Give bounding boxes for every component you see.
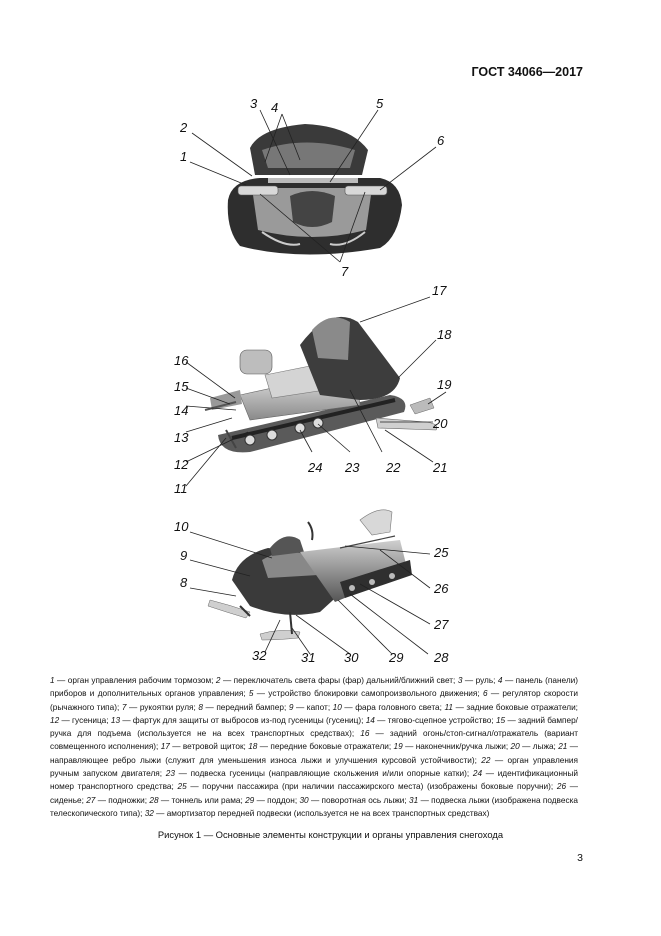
callout-label: 18 — [437, 327, 452, 342]
standard-designation: ГОСТ 34066—2017 — [471, 65, 583, 79]
legend-text: — фара головного света; — [341, 702, 445, 712]
legend-text: — фартук для защиты от выбросов из-под гусеницы (гусениц); — [120, 715, 366, 725]
legend-number: 4 — [497, 676, 503, 685]
legend-number: 11 — [444, 702, 454, 712]
legend-number: 26 — [556, 782, 567, 792]
callout-label: 22 — [386, 460, 401, 475]
callout-label: 24 — [308, 460, 323, 475]
callout-label: 14 — [174, 403, 189, 418]
callout-label: 2 — [180, 120, 188, 135]
page-number: 3 — [577, 852, 583, 864]
callout-label: 5 — [376, 96, 384, 111]
legend-number: 21 — [558, 742, 568, 752]
legend-text: — поручни пассажира (при наличии пассажирского места) (изображены боковые поручни); — [186, 782, 557, 792]
view-front-quarter — [208, 510, 412, 640]
legend-number: 13 — [110, 715, 121, 725]
figure-title: Рисунок 1 — Основные элементы конструкции и органы управления снегохода — [157, 829, 504, 840]
legend-number: 10 — [332, 702, 342, 712]
view-side — [205, 317, 437, 452]
callout-label: 31 — [301, 650, 316, 665]
callout-label: 16 — [174, 353, 189, 368]
legend-number: 5 — [248, 689, 254, 699]
legend-number: 30 — [299, 795, 309, 805]
legend-number: 25 — [177, 782, 187, 792]
legend-number: 29 — [245, 795, 255, 805]
callout-label: 7 — [341, 264, 349, 279]
legend-number: 24 — [472, 769, 483, 779]
callout-label: 11 — [174, 481, 188, 496]
legend-text: — орган управления рабочим тормозом; — [54, 676, 216, 685]
callout-label: 21 — [433, 460, 448, 475]
legend-text: — тоннель или рама; — [158, 795, 246, 805]
legend-text: — регулятор скорости (рычажного типа); — [50, 689, 578, 712]
legend-number: 28 — [149, 795, 159, 805]
legend-number: 23 — [165, 769, 175, 779]
callout-label: 19 — [437, 377, 452, 392]
legend-number: 6 — [482, 689, 488, 699]
legend-text: — сиденье; — [50, 782, 578, 805]
legend-text: — ветровой щиток; — [169, 742, 249, 752]
legend-text: — тягово-сцепное устройство; — [374, 715, 496, 725]
legend-number: 14 — [365, 715, 375, 725]
callout-label: 30 — [344, 650, 359, 665]
legend-text: — наконечник/ручка лыжи; — [402, 742, 511, 752]
legend-number: 7 — [121, 702, 127, 712]
legend-text: — задние боковые отражатели; — [453, 702, 578, 712]
legend-text: — идентификационный номер транспортного средства; — [50, 769, 578, 792]
legend-number: 8 — [198, 702, 203, 712]
callout-label: 29 — [389, 650, 404, 665]
callout-label: 10 — [174, 519, 189, 534]
callout-label: 28 — [434, 650, 449, 665]
callout-label: 32 — [252, 648, 267, 663]
legend-number: 32 — [144, 808, 154, 818]
legend-text: — гусеница; — [59, 715, 111, 725]
legend-number: 19 — [393, 742, 403, 752]
callout-label: 4 — [271, 100, 279, 115]
legend-number: 17 — [160, 742, 170, 752]
legend-text: — подножки; — [95, 795, 150, 805]
legend-text: — передние боковые отражатели; — [257, 742, 394, 752]
legend-number: 18 — [248, 742, 258, 752]
legend-text: — подвеска гусеницы (направляющие скольжения и/или опорные катки); — [174, 769, 473, 779]
callout-label: 20 — [433, 416, 448, 431]
legend-number: 31 — [409, 795, 419, 805]
legend-text: — задний бампер/ручка для подъема (используется не на всех транспортных средствах); — [50, 715, 578, 739]
callout-label: 26 — [434, 581, 449, 596]
callout-label: 13 — [174, 430, 189, 445]
legend-text: — поддон; — [254, 795, 300, 805]
callout-label: 1 — [180, 149, 188, 164]
legend-number: 16 — [360, 729, 370, 739]
callout-label: 17 — [432, 283, 447, 298]
legend-number: 3 — [457, 676, 463, 685]
legend-text: — орган управления ручным запуском двигателя; — [50, 755, 578, 779]
callout-label: 15 — [174, 379, 189, 394]
callout-label: 3 — [250, 96, 258, 111]
callout-label: 6 — [437, 133, 445, 148]
legend-number: 9 — [288, 702, 294, 712]
legend-number: 20 — [510, 742, 520, 752]
legend-text: — устройство блокировки самопроизвольного движения; — [253, 689, 483, 699]
legend-text: — направляющее ребро лыжи (служит для уменьшения износа лыжи и улучшения курсовой устойчивости); — [50, 742, 578, 765]
callout-label: 8 — [180, 575, 188, 590]
callout-label: 12 — [174, 457, 189, 472]
callout-label: 25 — [434, 545, 449, 560]
legend-text: — передний бампер; — [202, 702, 289, 712]
callout-label: 9 — [180, 548, 188, 563]
legend-number: 2 — [215, 676, 221, 685]
legend-text: — амортизатор передней подвески (используется не на всех транспортных средствах) — [153, 808, 490, 818]
legend-number: 1 — [50, 676, 55, 685]
legend-text: — капот; — [293, 702, 333, 712]
legend-text: — задний огонь/стоп-сигнал/отражатель (вариант совмещенного исполнения); — [50, 729, 578, 752]
view-dashboard — [228, 124, 402, 255]
legend-text: — руль; — [462, 676, 498, 685]
callout-label: 23 — [345, 460, 360, 475]
legend-number: 27 — [86, 795, 96, 805]
legend-text: — лыжа; — [519, 742, 559, 752]
legend-text: — поворотная ось лыжи; — [308, 795, 410, 805]
legend-text: — панель (панели) приборов и дополнительных органов управления; — [50, 676, 578, 699]
legend-text: — рукоятки руля; — [126, 702, 199, 712]
legend-number: 12 — [50, 715, 60, 725]
callout-label: 27 — [434, 617, 449, 632]
legend-text: — подвеска лыжи (изображена подвеска телескопического типа); — [50, 795, 578, 818]
legend-text: — переключатель света фары (фар) дальний/ближний свет; — [220, 676, 458, 685]
legend-number: 22 — [481, 755, 491, 765]
figure-legend — [50, 674, 578, 820]
legend-number: 15 — [495, 715, 506, 725]
